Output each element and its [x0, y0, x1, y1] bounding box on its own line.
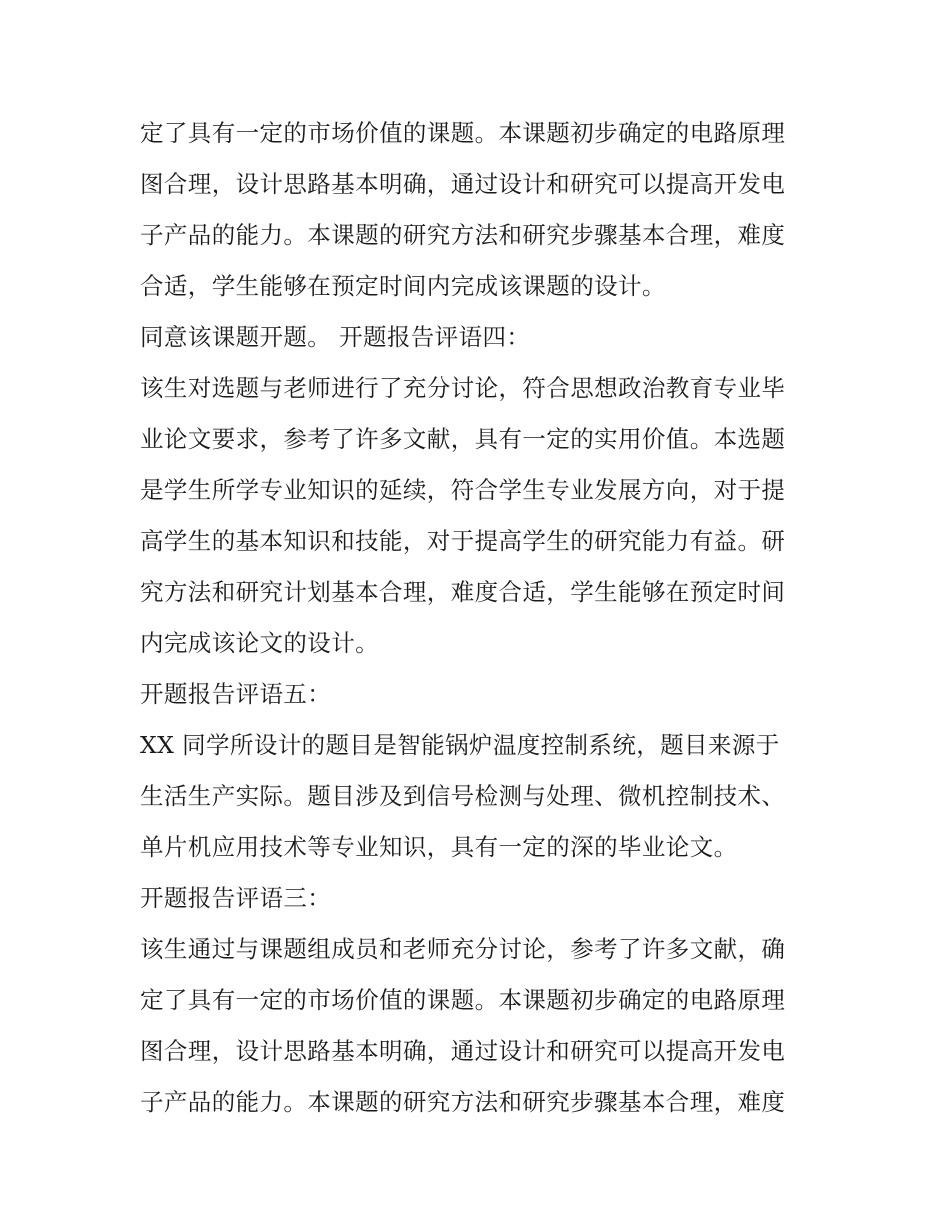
- text-line: 图合理，设计思路基本明确，通过设计和研究可以提高开发电: [140, 1037, 786, 1065]
- text-line: 单片机应用技术等专业知识，具有一定的深的毕业论文。: [140, 833, 738, 861]
- text-line: 同意该课题开题。 开题报告评语四：: [140, 323, 531, 351]
- text-line: 子产品的能力。本课题的研究方法和研究步骤基本合理，难度: [140, 1088, 786, 1116]
- section-heading: 开题报告评语三：: [140, 884, 332, 912]
- text-line: 业论文要求，参考了许多文献，具有一定的实用价值。本选题: [140, 425, 786, 453]
- text-line: 定了具有一定的市场价值的课题。本课题初步确定的电路原理: [140, 986, 786, 1014]
- text-line: 是学生所学专业知识的延续，符合学生专业发展方向，对于提: [140, 476, 786, 504]
- text-line: 究方法和研究计划基本合理，难度合适，学生能够在预定时间: [140, 578, 786, 606]
- text-line: 内完成该论文的设计。: [140, 629, 379, 657]
- text-line: 该生对选题与老师进行了充分讨论，符合思想政治教育专业毕: [140, 374, 786, 402]
- text-line: 合适，学生能够在预定时间内完成该课题的设计。: [140, 272, 666, 300]
- section-heading: 开题报告评语五：: [140, 680, 332, 708]
- text-line: 生活生产实际。题目涉及到信号检测与处理、微机控制技术、: [140, 782, 786, 810]
- text-line: 该生通过与课题组成员和老师充分讨论，参考了许多文献，确: [140, 935, 786, 963]
- text-line: 定了具有一定的市场价值的课题。本课题初步确定的电路原理: [140, 119, 786, 147]
- text-line: XX 同学所设计的题目是智能锅炉温度控制系统，题目来源于: [140, 731, 780, 759]
- text-line: 子产品的能力。本课题的研究方法和研究步骤基本合理，难度: [140, 221, 786, 249]
- text-line: 高学生的基本知识和技能，对于提高学生的研究能力有益。研: [140, 527, 786, 555]
- text-line: 图合理，设计思路基本明确，通过设计和研究可以提高开发电: [140, 170, 786, 198]
- document-body: [140, 108, 820, 1128]
